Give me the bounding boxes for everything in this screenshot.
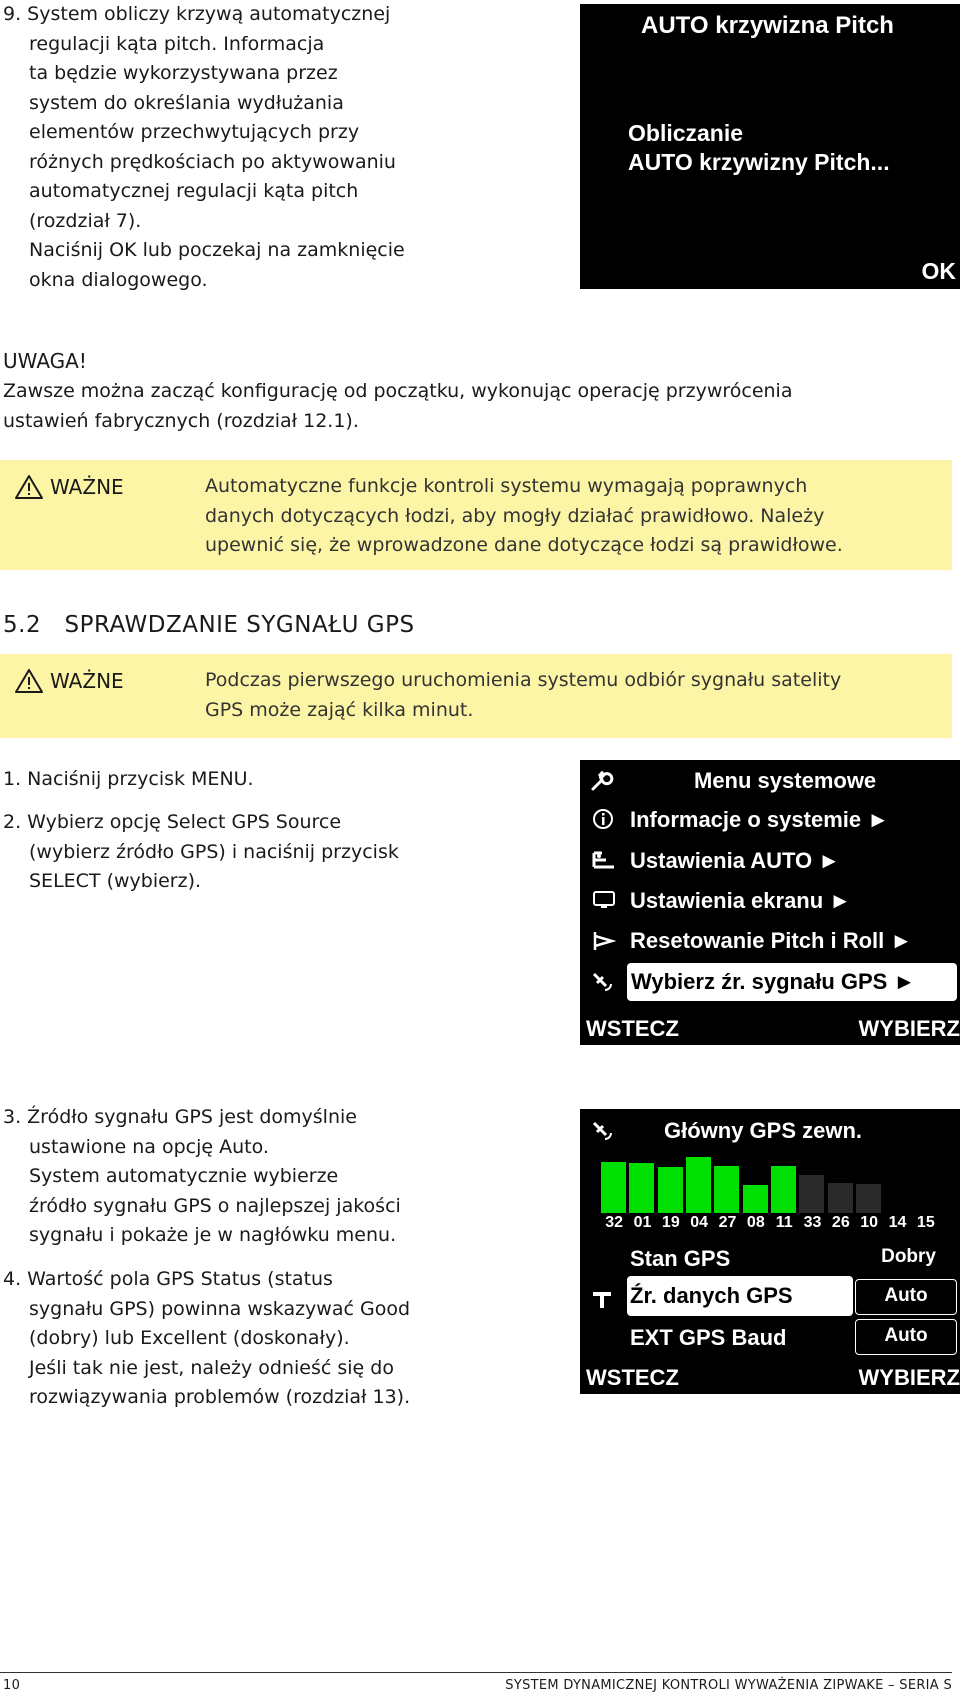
satellite-id: 11: [775, 1214, 793, 1231]
satellite-id: 32: [605, 1214, 624, 1231]
note-line: ustawień fabrycznych (rozdział 12.1).: [3, 409, 359, 432]
warning-line: Automatyczne funkcje kontroli systemu wymagają poprawnych: [205, 475, 808, 497]
section-heading: 5.2 SPRAWDZANIE SYGNAŁU GPS: [3, 612, 415, 638]
gps-row-label: Źr. danych GPS: [630, 1283, 793, 1308]
signal-bar: [828, 1183, 853, 1213]
gps-row-label: Stan GPS: [630, 1246, 731, 1271]
gps-title: Główny GPS zewn.: [664, 1118, 863, 1143]
signal-bar: [743, 1185, 768, 1213]
screen-title: AUTO krzywizna Pitch: [641, 12, 894, 39]
step3-line: źródło sygnału GPS o najlepszej jakości: [29, 1194, 401, 1217]
step4-line: rozwiązywania problemów (rozdział 13).: [29, 1386, 411, 1408]
satellite-id: 08: [746, 1214, 765, 1231]
step9-line: okna dialogowego.: [29, 268, 208, 291]
warning-text: [205, 472, 945, 561]
menu-item-reset-pitch-roll[interactable]: Resetowanie Pitch i Roll ►: [630, 928, 913, 953]
gps-row-data-source[interactable]: [627, 1276, 853, 1316]
back-button[interactable]: WSTECZ: [586, 1016, 679, 1041]
satellite-id: 33: [803, 1214, 822, 1231]
satellite-id: 10: [860, 1214, 879, 1231]
step4-line: Jeśli tak nie jest, należy odnieść się do: [29, 1356, 394, 1379]
warning-label: [14, 474, 124, 500]
step4-line: sygnału GPS) powinna wskazywać Good: [29, 1297, 411, 1320]
data-source-icon: [590, 1287, 614, 1311]
footer-title: SYSTEM DYNAMICZNEJ KONTROLI WYWAŻENIA ZIPWAKE – SERIA S: [505, 1678, 952, 1693]
screen-message-line1: Obliczanie: [628, 120, 744, 146]
reset-icon: [592, 930, 616, 952]
satellite-id: 04: [690, 1214, 709, 1231]
signal-bar: [799, 1175, 824, 1213]
menu-item-system-info[interactable]: Informacje o systemie ►: [630, 807, 889, 832]
warning-line: upewnić się, że wprowadzone dane dotyczące łodzi są prawidłowe.: [205, 534, 843, 556]
note-title: UWAGA!: [3, 349, 87, 373]
step2-text: [3, 808, 563, 897]
step4-text: [3, 1265, 563, 1413]
wrench-icon: [590, 770, 614, 792]
satellite-id: 27: [718, 1214, 737, 1231]
step9-line: elementów przechwytujących przy: [29, 121, 360, 143]
warning-triangle-icon: [14, 474, 44, 500]
menu-item-auto-settings[interactable]: Ustawienia AUTO ►: [630, 848, 841, 873]
step3-line: System automatycznie wybierze: [29, 1165, 339, 1187]
step9-line: system do określania wydłużania: [29, 91, 344, 114]
footer-rule: [0, 1672, 952, 1673]
step9-line: regulacji kąta pitch. Informacja: [29, 32, 325, 55]
gps-row-value[interactable]: Auto: [855, 1279, 957, 1315]
satellite-id: 14: [888, 1214, 907, 1231]
step9-line: 9. System obliczy krzywą automatycznej: [3, 3, 391, 25]
step3-line: sygnału i pokaże je w nagłówku menu.: [29, 1224, 397, 1246]
step9-line: ta będzie wykorzystywana przez: [29, 62, 338, 84]
signal-bar: [771, 1166, 796, 1213]
step2-line: 2. Wybierz opcję Select GPS Source: [3, 811, 342, 833]
step4-line: (dobry) lub Excellent (doskonały).: [29, 1327, 350, 1349]
select-button[interactable]: WYBIERZ: [858, 1016, 960, 1041]
warning-text: [205, 666, 945, 725]
gps-row-value[interactable]: Auto: [855, 1319, 957, 1355]
satellite-icon: [590, 1119, 616, 1143]
warning-label: [14, 668, 124, 694]
step2-line: SELECT (wybierz).: [29, 870, 202, 892]
signal-bar: [856, 1184, 881, 1213]
signal-bar: [601, 1162, 626, 1213]
warning-label-text: WAŻNE: [50, 475, 124, 499]
note-text: [3, 377, 953, 436]
ok-button[interactable]: OK: [921, 258, 956, 284]
satellite-id-row: [600, 1214, 940, 1236]
select-button[interactable]: WYBIERZ: [858, 1365, 960, 1390]
info-icon: [592, 808, 614, 830]
step9-line: automatycznej regulacji kąta pitch: [29, 180, 359, 202]
signal-bar: [629, 1163, 654, 1213]
page-number: 10: [3, 1678, 21, 1693]
warning-line: danych dotyczących łodzi, aby mogły działać prawidłowo. Należy: [205, 504, 825, 527]
warning-box: [0, 654, 952, 738]
menu-title: Menu systemowe: [694, 768, 877, 793]
back-button[interactable]: WSTECZ: [586, 1365, 679, 1390]
gps-screen: [580, 1109, 960, 1394]
step3-line: 3. Źródło sygnału GPS jest domyślnie: [3, 1106, 357, 1128]
note-line: Zawsze można zacząć konfigurację od początku, wykonując operację przywrócenia: [3, 380, 793, 402]
step4-line: 4. Wartość pola GPS Status (status: [3, 1268, 333, 1290]
warning-label-text: WAŻNE: [50, 669, 124, 693]
display-icon: [592, 890, 616, 910]
step1-text: 1. Naciśnij przycisk MENU.: [3, 768, 254, 790]
warning-line: GPS może zająć kilka minut.: [205, 698, 474, 721]
screen-message-line2: AUTO krzywizny Pitch...: [628, 149, 890, 175]
warning-line: Podczas pierwszego uruchomienia systemu odbiór sygnału satelity: [205, 669, 842, 691]
satellite-signal-bars: [600, 1149, 940, 1213]
satellite-id: 15: [916, 1214, 935, 1231]
gps-row-label: EXT GPS Baud: [630, 1325, 787, 1350]
step2-line: (wybierz źródło GPS) i naciśnij przycisk: [29, 840, 399, 863]
satellite-id: 01: [633, 1214, 652, 1231]
menu-item-gps-source-label: Wybierz źr. sygnału GPS ►: [631, 969, 916, 994]
menu-item-display-settings[interactable]: Ustawienia ekranu ►: [630, 888, 852, 913]
step9-line: różnych prędkościach po aktywowaniu: [29, 150, 396, 173]
satellite-icon: [590, 970, 616, 994]
gps-row-value: Dobry: [881, 1246, 936, 1267]
step9-text: [3, 0, 563, 295]
step9-line: Naciśnij OK lub poczekaj na zamknięcie: [29, 239, 405, 261]
system-menu-screen: [580, 760, 960, 1045]
step9-line: (rozdział 7).: [29, 209, 142, 232]
warning-triangle-icon: [14, 668, 44, 694]
menu-item-gps-source[interactable]: [627, 963, 957, 1001]
step3-text: [3, 1103, 563, 1251]
warning-box: [0, 460, 952, 570]
auto-settings-icon: [592, 849, 616, 871]
satellite-id: 26: [831, 1214, 850, 1231]
step3-line: ustawione na opcję Auto.: [29, 1135, 269, 1158]
signal-bar: [714, 1166, 739, 1213]
pitch-curve-screen: [580, 4, 960, 289]
signal-bar: [658, 1167, 683, 1213]
signal-bar: [686, 1157, 711, 1213]
satellite-id: 19: [661, 1214, 680, 1231]
